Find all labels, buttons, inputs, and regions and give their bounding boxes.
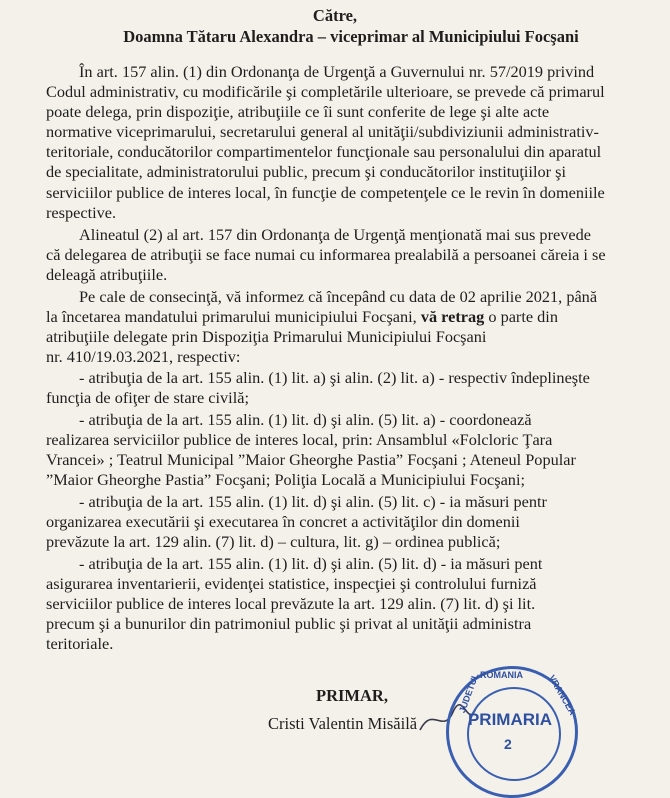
body-line: - atribuţia de la art. 155 alin. (1) lit. d) şi alin. (5) lit. c) - ia măsuri pentr — [79, 492, 547, 511]
signature-title: PRIMAR, — [316, 686, 388, 705]
body-line: precum şi a bunurilor din patrimoniul public şi privat al unităţii administra — [46, 614, 532, 633]
body-line: - atribuţia de la art. 155 alin. (1) lit. a) şi alin. (2) lit. a) - respectiv îndeplineşte — [79, 368, 590, 387]
body-line: Codul administrativ, cu modificările şi completările ulterioare, se prevede că primarul — [46, 82, 605, 101]
body-line: organizarea executării şi executarea în concret a activităţilor din domenii — [46, 512, 520, 531]
body-line: - atribuţia de la art. 155 alin. (1) lit. d) şi alin. (5) lit. a) - coordonează — [79, 410, 532, 429]
body-line: atribuţiile delegate prin Dispoziţia Primarului Municipiului Focşani — [46, 327, 487, 346]
body-line: teritoriale, conducătorilor compartimentelor funcţionale sau personalului din aparatul — [46, 142, 602, 161]
body-line: serviciilor publice de interes local prevăzute la art. 129 alin. (7) lit. d) şi lit. — [46, 594, 536, 613]
body-line: deleagă atribuţiile. — [46, 265, 168, 284]
body-line-end: o parte din — [484, 307, 558, 326]
body-line: funcţia de ofiţer de stare civilă; — [46, 388, 249, 407]
signature-name: Cristi Valentin Misăilă — [268, 714, 418, 733]
stamp-inner-ring — [467, 687, 561, 781]
body-line: poate delega, prin dispoziţie, atribuţiile ce îi sunt conferite de lege şi alte acte — [46, 102, 550, 121]
body-line: Alineatul (2) al art. 157 din Ordonanţa de Urgenţă menţionată mai sus prevede — [79, 225, 591, 244]
body-line: - atribuţia de la art. 155 alin. (1) lit. d) şi alin. (5) lit. d) - ia măsuri pent — [79, 554, 543, 573]
body-line: de specialitate, administratorului public, precum şi conducătorilor instituţiilor şi — [46, 162, 566, 181]
body-line: teritoriale. — [46, 634, 114, 653]
body-line: serviciilor publice de interes local, în funcţie de competenţele ce le revin în domeniile — [46, 183, 605, 202]
bold-phrase: vă retrag — [420, 307, 485, 326]
body-line-start: la încetarea mandatului primarului municipiului Focşani, — [46, 307, 421, 326]
body-line: normative viceprimarului, secretarului general al unităţii/subdiviziunii administrativ- — [46, 122, 599, 141]
stamp-top-text: ROMANIA — [480, 670, 523, 680]
body-line — [46, 307, 558, 327]
recipient-heading: Doamna Tătaru Alexandra – viceprimar al Municipiului Focşani — [123, 27, 579, 46]
body-line: că delegarea de atribuţii se face numai cu informarea prealabilă a persoanei căreia i se — [46, 245, 606, 264]
body-line: În art. 157 alin. (1) din Ordonanţa de Urgenţă a Guvernului nr. 57/2019 privind — [79, 62, 595, 81]
body-line: Pe cale de consecinţă, vă informez că începând cu data de 02 aprilie 2021, până — [79, 287, 598, 306]
stamp-left-text: JUDETUL — [456, 671, 481, 715]
stamp-number: 2 — [504, 736, 512, 752]
body-line: prevăzute la art. 129 alin. (7) lit. d) – cultura, lit. g) – ordinea publică; — [46, 532, 501, 551]
body-line: ”Maior Gheorghe Pastia” Focşani; Poliţia Locală a Municipiului Focşani; — [46, 470, 525, 489]
body-line: asigurarea inventarierii, evidenţei statistice, inspecţiei şi controlului furniză — [46, 574, 537, 593]
addressee-heading: Către, — [312, 6, 358, 25]
stamp-right-text: VRANCEA — [546, 673, 578, 717]
body-line: nr. 410/19.03.2021, respectiv: — [46, 347, 241, 366]
body-line: respective. — [46, 203, 117, 222]
body-line: Vrancei» ; Teatrul Municipal ”Maior Gheorghe Pastia” Focşani ; Ateneul Popular — [46, 450, 576, 469]
stamp-center-text: PRIMARIA — [467, 710, 553, 729]
body-line: realizarea serviciilor publice de interes local, prin: Ansamblul «Folcloric Ţara — [46, 430, 553, 449]
